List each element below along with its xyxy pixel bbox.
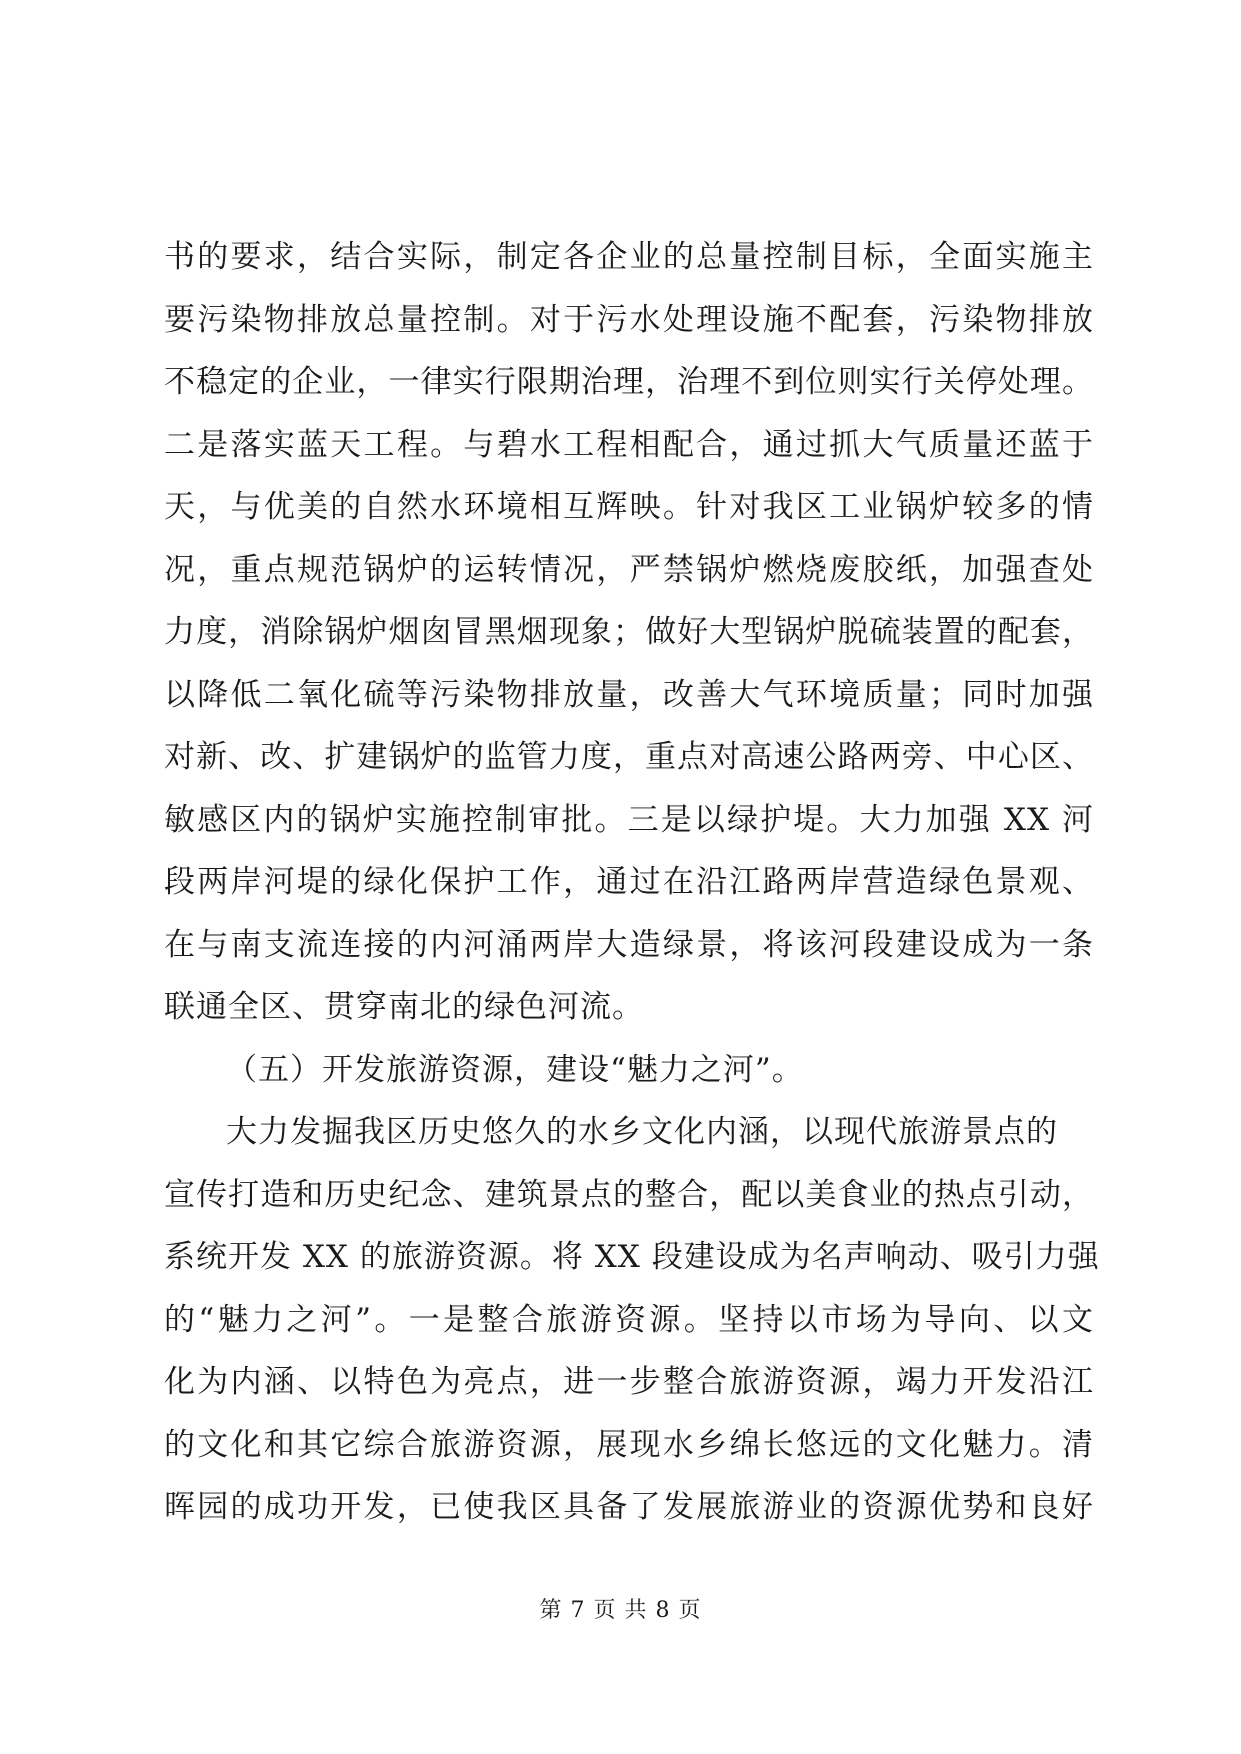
text-line: 以降低二氧化硫等污染物排放量，改善大气环境质量；同时加强 (164, 676, 1094, 713)
text-line: 敏感区内的锅炉实施控制审批。三是以绿护堤。大力加强 XX 河 (164, 801, 1094, 838)
text-line: 力度，消除锅炉烟囱冒黑烟现象；做好大型锅炉脱硫装置的配套， (164, 614, 1094, 650)
text-line: 天，与优美的自然水环境相互辉映。针对我区工业锅炉较多的情 (164, 489, 1094, 525)
page-number: 第 7 页 共 8 页 (539, 1598, 702, 1623)
text-line: 大力发掘我区历史悠久的水乡文化内涵，以现代旅游景点的 (226, 1114, 1058, 1150)
text-line: 的“魅力之河”。一是整合旅游资源。坚持以市场为导向、以文 (164, 1301, 1094, 1338)
text-line: 宣传打造和历史纪念、建筑景点的整合，配以美食业的热点引动， (164, 1176, 1094, 1213)
text-line: 系统开发 XX 的旅游资源。将 XX 段建设成为名声响动、吸引力强 (164, 1239, 1100, 1275)
text-line: 晖园的成功开发，已使我区具备了发展旅游业的资源优势和良好 (164, 1489, 1094, 1525)
text-line: 不稳定的企业，一律实行限期治理，治理不到位则实行关停处理。 (164, 364, 1094, 400)
text-line: 段两岸河堤的绿化保护工作，通过在沿江路两岸营造绿色景观、 (164, 864, 1094, 900)
document-body (164, 226, 1100, 1539)
text-line: 况，重点规范锅炉的运转情况，严禁锅炉燃烧废胶纸，加强查处 (164, 551, 1094, 588)
text-line: 联通全区、贯穿南北的绿色河流。 (164, 989, 644, 1025)
text-line: 的文化和其它综合旅游资源，展现水乡绵长悠远的文化魅力。清 (164, 1426, 1094, 1463)
text-line: 书的要求，结合实际，制定各企业的总量控制目标，全面实施主 (164, 239, 1094, 275)
text-line: 对新、改、扩建锅炉的监管力度，重点对高速公路两旁、中心区、 (164, 739, 1094, 775)
text-line: 化为内涵、以特色为亮点，进一步整合旅游资源，竭力开发沿江 (164, 1364, 1094, 1400)
section-heading: （五）开发旅游资源，建设“魅力之河”。 (226, 1051, 804, 1088)
text-line: 在与南支流连接的内河涌两岸大造绿景，将该河段建设成为一条 (164, 926, 1094, 963)
text-line: 二是落实蓝天工程。与碧水工程相配合，通过抓大气质量还蓝于 (164, 426, 1094, 463)
text-line: 要污染物排放总量控制。对于污水处理设施不配套，污染物排放 (164, 301, 1094, 338)
